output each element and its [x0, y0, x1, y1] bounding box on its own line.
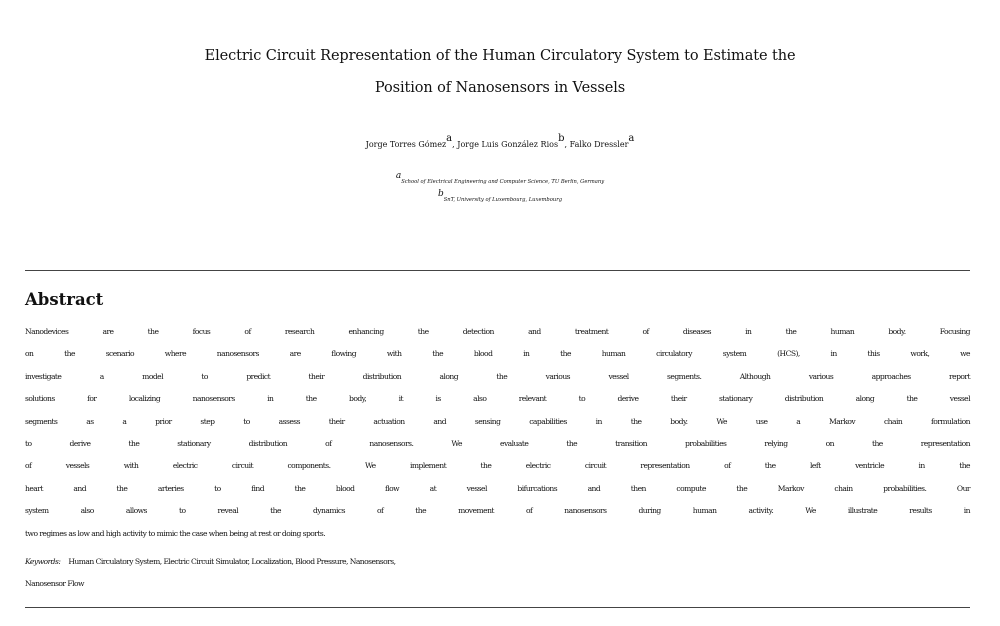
author-name: Jorge Torres Gómez [365, 140, 447, 149]
abstract-line: Nanodevices are the focus of research enhancing the detection and treatment of diseases in the human body. Focusing [25, 327, 970, 336]
keywords-line: Nanosensor Flow [25, 579, 84, 589]
paper-title [40, 40, 960, 104]
author-separator: , [564, 140, 570, 149]
affiliation-text: School of Electrical Engineering and Computer Science, TU Berlin, Germany [401, 179, 605, 185]
affiliation-mark: b [558, 133, 565, 144]
author-name: Falko Dressler [569, 140, 629, 149]
top-divider [25, 270, 970, 271]
affiliation [0, 191, 1000, 209]
title-line: Position of Nanosensors in Vessels [374, 80, 626, 96]
abstract-line: to derive the stationary distribution of nanosensors. We evaluate the transition probabilities relying on the representation [25, 439, 970, 449]
abstract-line: solutions for localizing nanosensors in the body, it is also relevant to derive their stationary distribution along the vessel [25, 394, 970, 404]
abstract-line: two regimes as low and high activity to mimic the case when being at rest or doing sports. [25, 528, 326, 538]
keywords-label: Keywords: [25, 557, 61, 566]
affiliation-list [0, 173, 1000, 209]
abstract-line: segments as a prior step to assess their actuation and sensing capabilities in the body. We use a Markov chain formulation [25, 416, 970, 426]
author-list [0, 134, 1000, 156]
abstract-line: of vessels with electric circuit components. We implement the electric circuit representation of the left ventricle in the [25, 461, 970, 471]
abstract-body [25, 321, 970, 545]
keywords-block [25, 551, 970, 596]
affiliation [0, 173, 1000, 191]
affiliation-mark: b [437, 189, 444, 199]
author-name: Jorge Luis González Rios [457, 140, 559, 149]
abstract-line: on the scenario where nanosensors are flowing with the blood in the human circulatory system (HCS), in this work, we [25, 349, 970, 359]
keywords-text: Human Circulatory System, Electric Circuit Simulator, Localization, Blood Pressure, Nanosensors, [68, 557, 396, 566]
keywords-line [25, 551, 970, 573]
abstract-line: investigate a model to predict their distribution along the various vessel segments. Although various approaches report [25, 371, 970, 381]
title-line: Electric Circuit Representation of the Human Circulatory System to Estimate the [204, 48, 796, 64]
abstract-heading: Abstract [25, 290, 104, 309]
author-separator: , [452, 140, 458, 149]
abstract-line: system also allows to reveal the dynamics of the movement of nanosensors during human activity. We illustrate results in [25, 506, 970, 516]
affiliation-mark: a [446, 133, 453, 144]
affiliation-text: SnT, University of Luxembourg, Luxembourg [443, 197, 563, 203]
affiliation-mark: a [628, 133, 635, 144]
bottom-divider [25, 607, 970, 608]
affiliation-mark: a [395, 171, 402, 181]
abstract-line: heart and the arteries to find the blood flow at vessel bifurcations and then compute the Markov chain probabilities. Our [25, 483, 970, 493]
